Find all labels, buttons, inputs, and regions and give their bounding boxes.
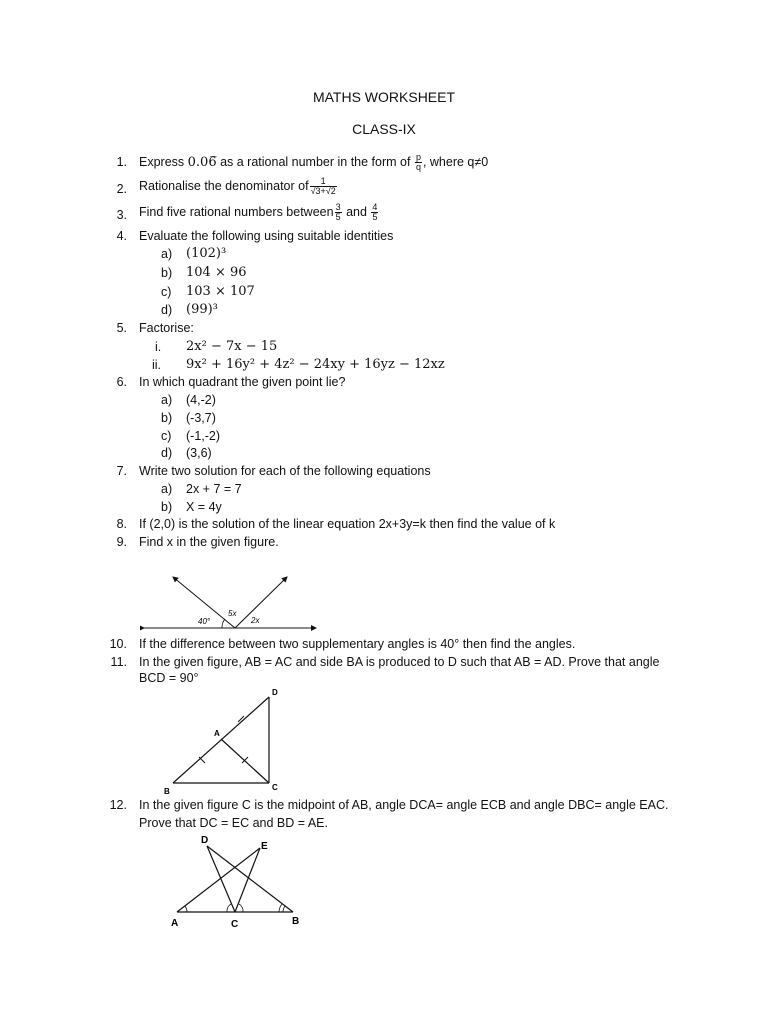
vertex-label-a: A [214,729,220,738]
angle-arc [283,906,285,912]
angle-arc [222,619,225,628]
point-label-a: A [171,918,179,929]
question-number: 7. [116,464,127,478]
question-12-line-1: In the given figure C is the midpoint of AB, angle DCA= angle ECB and angle DBC= angle EAC. [139,798,669,812]
q1-text-a: Express [139,154,185,169]
midpoint-triangles-figure [165,832,315,934]
question-1 [139,153,488,172]
sub-item: (4,-2) [186,393,216,407]
q1-text-c: , where q≠0 [422,154,489,169]
class-subtitle: CLASS-IX [352,121,416,137]
item-label: a) [161,482,173,496]
worksheet-title: MATHS WORKSHEET [312,89,456,105]
question-number: 11. [110,655,127,669]
triangle-bcd-figure [155,684,295,799]
point-label-c: C [231,919,239,930]
question-2 [139,177,338,196]
question-number: 2. [116,182,127,196]
point-label-e: E [261,841,268,852]
question-number: 4. [116,229,127,243]
point-label-d: D [201,835,209,846]
question-9: Find x in the given figure. [139,535,279,549]
sub-item: (-1,-2) [186,429,221,443]
question-7: Write two solution for each of the following equations [139,464,431,478]
sub-item: (3,6) [186,446,212,460]
sub-item: 103 × 107 [186,284,255,299]
angle-arc [185,906,187,912]
item-label: b) [161,411,173,425]
item-label: d) [161,446,173,460]
question-8: If (2,0) is the solution of the linear equation 2x+3y=k then find the value of k [139,517,556,531]
tick-mark [238,716,244,722]
sub-item: 9x² + 16y² + 4z² − 24xy + 16yz − 12xz [186,357,445,372]
denominator: 5 [372,212,378,222]
question-number: 6. [116,375,127,389]
sub-item: 2x + 7 = 7 [186,482,242,496]
q2-fraction [310,177,337,196]
question-5: Factorise: [139,321,194,335]
q3-text: Find five rational numbers between [139,204,334,219]
question-6: In which quadrant the given point lie? [139,375,346,389]
vertex-label-b: B [164,787,170,796]
angle-label-2x: 2x [251,616,260,625]
sub-item: 104 × 96 [186,265,247,280]
numerator: 1 [310,177,337,187]
side-ac [221,739,269,783]
segment-dc [207,846,235,912]
item-label: b) [161,500,173,514]
sub-item: 2x² − 7x − 15 [186,339,278,354]
angles-on-line-figure [140,572,320,632]
question-10: If the difference between two supplementary angles is 40° then find the angles. [139,637,576,651]
item-label: c) [161,285,172,299]
numerator: 3 [335,202,341,212]
question-number: 1. [116,155,127,169]
question-12-line-2: Prove that DC = EC and BD = AE. [139,816,328,830]
item-label: a) [161,247,173,261]
three-fifths-fraction [335,203,342,222]
sub-item: (99)³ [186,302,218,317]
angle-label-5x: 5x [228,609,237,618]
angle-arc [227,904,231,912]
angle-label-40: 40° [198,617,211,626]
four-fifths-fraction [371,203,378,222]
question-number: 5. [116,321,127,335]
item-label: c) [161,429,172,443]
sub-item: (102)³ [186,246,227,261]
q2-text: Rationalise the denominator of [139,178,309,193]
sub-item: (-3,7) [186,411,216,425]
denominator: 5 [335,212,341,222]
denominator: √3+√2 [310,186,336,196]
question-number: 3. [116,208,127,222]
question-number: 8. [116,517,127,531]
question-number: 10. [109,637,127,651]
q1-text-b: as a rational number in the form of [220,154,411,169]
item-label: ii. [152,358,162,372]
q1-expression: 0.06̅ [187,154,217,170]
question-4: Evaluate the following using suitable identities [139,229,394,243]
angle-arc [279,904,282,912]
p-over-q-fraction [415,153,422,172]
numerator: p [415,152,421,162]
item-label: d) [161,303,173,317]
numerator: 4 [372,202,378,212]
angle-arc [239,904,243,912]
right-ray [235,577,287,628]
question-3 [139,203,379,222]
vertex-label-c: C [272,783,278,792]
denominator: q [415,162,421,172]
question-number: 9. [116,535,127,549]
item-label: b) [161,266,173,280]
item-label: a) [161,393,173,407]
vertex-label-d: D [272,688,278,697]
sub-item: X = 4y [186,500,222,514]
tick-mark [199,757,205,763]
q3-and: and [346,204,367,219]
point-label-b: B [292,916,300,927]
item-label: i. [155,340,162,354]
tick-mark [242,757,248,763]
question-11-line-2: BCD = 90° [139,671,199,685]
question-number: 12. [109,798,127,812]
question-11-line-1: In the given figure, AB = AC and side BA is produced to D such that AB = AD. Prove that angle [139,655,660,669]
